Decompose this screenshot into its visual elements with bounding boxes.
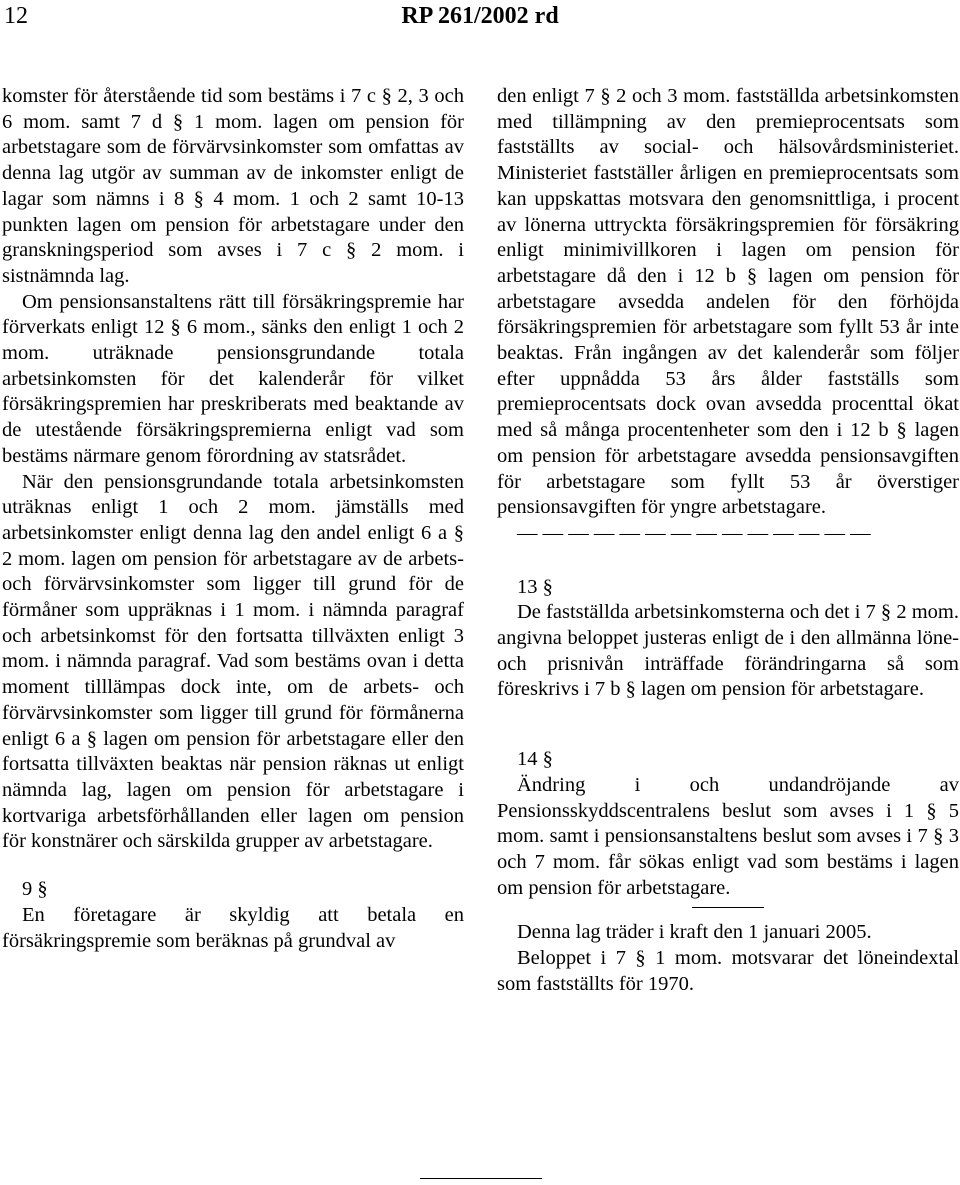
section-heading-13: 13 § <box>517 575 553 598</box>
right-column <box>497 84 959 998</box>
paragraph: Om pensionsanstaltens rätt till försäkringspremie har förverkats enligt 12 § 6 mom., sänks den enligt 1 och 2 mom. uträknade pensionsgrundande totala arbetsinkomsten för det kalenderår för vilket försäkringspremien har preskriberats med beaktande av de utestående försäkringspremierna enligt vad som bestäms närmare genom förordning av statsrådet. <box>2 290 464 467</box>
paragraph: Denna lag träder i kraft den 1 januari 2005. <box>517 921 872 944</box>
paragraph: den enligt 7 § 2 och 3 mom. fastställda arbetsinkomsten med tillämpning av den premieprocentsats som fastställts av social- och hälsovårdsministeriet. Ministeriet fastställer årligen en premieprocentsats som kan uppskattas motsvara den genomsnittliga, i procent av lönerna uttryckta försäkringspremien för försäkring enligt minimivillkoren i lagen om pension för arbetstagare då den i 12 b § lagen om pension för arbetstagare avsedda andelen för den förhöjda försäkringspremien för arbetstagare som fyllt 53 år inte beaktas. Från ingången av det kalenderår som följer efter uppnådda 53 års ålder fastställs som premieprocentsats dock ovan avsedda procenttal ökat med så många procentenheter som den i 12 b § lagen om pension för arbetstagare avsedda pensionsavgiften för arbetstagare som fyllt 53 år överstiger pensionsavgiften för yngre arbetstagare. <box>497 85 959 519</box>
section-heading-14: 14 § <box>517 748 553 771</box>
paragraph: komster för återstående tid som bestäms i 7 c § 2, 3 och 6 mom. samt 7 d § 1 mom. lagen om pension för arbetstagare som de förvärvsinkomster som omfattas av denna lag utgör av summan av de inkomster enligt de lagar som nämns i 8 § 4 mom. 1 och 2 samt 10-13 punkten lagen om pension för arbetstagare under den granskningsperiod som avses i 7 c § 2 mom. i sistnämnda lag. <box>2 85 464 287</box>
document-id: RP 261/2002 rd <box>401 3 559 29</box>
footer-divider <box>420 1178 542 1179</box>
page-number: 12 <box>4 3 28 29</box>
omission-dashes: — — — — — — — — — — — — — — <box>517 521 871 544</box>
divider <box>692 907 764 908</box>
left-column <box>2 84 464 954</box>
paragraph: De fastställda arbetsinkomsterna och det i 7 § 2 mom. angivna beloppet justeras enligt de i den allmänna löne- och prisnivån inträffade förändringarna så som föreskrivs i 7 b § lagen om pension för arbetstagare. <box>497 601 959 701</box>
paragraph: En företagare är skyldig att betala en försäkringspremie som beräknas på grundval av <box>2 903 464 952</box>
paragraph: Ändring i och undandröjande av Pensionsskyddscentralens beslut som avses i 1 § 5 mom. samt i pensionsanstaltens beslut som avses i 7 § 3 och 7 mom. får sökas enligt vad som bestäms i lagen om pension för arbetstagare. <box>497 773 959 899</box>
paragraph: När den pensionsgrundande totala arbetsinkomsten uträknas enligt 1 och 2 mom. jämställs med arbetsinkomster enligt denna lag den andel enligt 6 a § 2 mom. lagen om pension för arbetstagare av de arbets- och förvärvsinkomster som ligger till grund för de förmåner som uppräknas i 1 mom. i nämnda paragraf och arbetsinkomst för den fortsatta tillväxten enligt 3 mom. i nämnda paragraf. Vad som bestäms ovan i detta moment tilllämpas dock inte, om de arbets- och förvärvsinkomster som ligger till grund för förmånerna enligt 6 a § lagen om pension för arbetstagare eller den fortsatta tillväxten beaktas när pension räknas ut enligt nämnda lag, lagen om pension för arbetstagare i kortvariga arbetsförhållanden eller lagen om pension för konstnärer och särskilda grupper av arbetstagare. <box>2 470 464 853</box>
section-heading-9: 9 § <box>22 878 48 901</box>
page-header <box>0 0 960 40</box>
paragraph: Beloppet i 7 § 1 mom. motsvarar det löneindextal som fastställts för 1970. <box>497 947 959 995</box>
